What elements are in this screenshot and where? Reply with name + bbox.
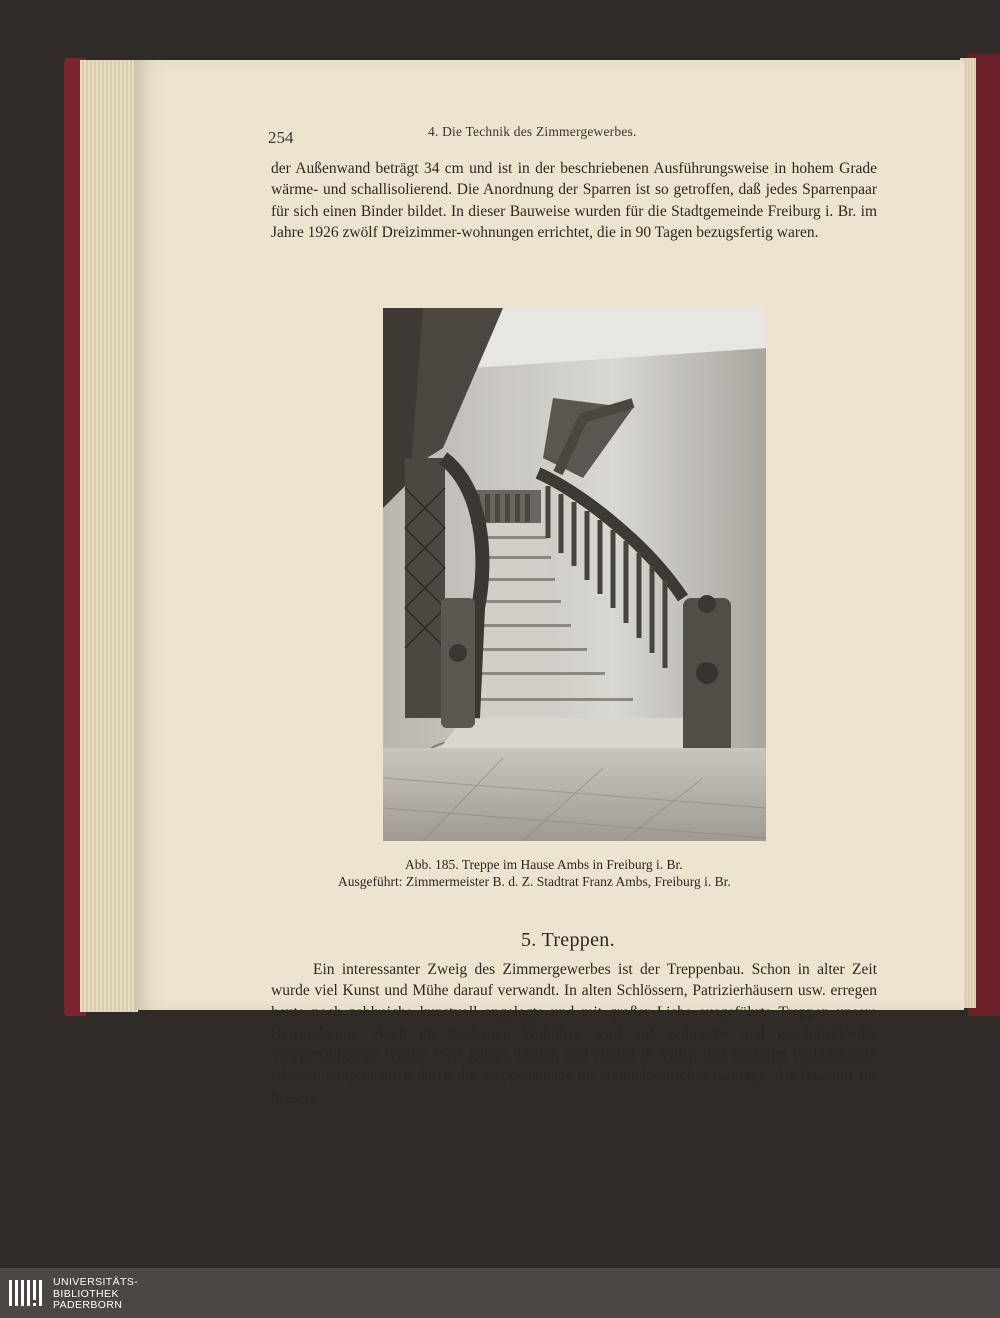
page-block-edge [80,60,138,1012]
figure-caption-title: Abb. 185. Treppe im Hause Ambs in Freiburg i. Br. [405,857,683,872]
library-name [53,1277,253,1312]
figure-caption-credit: Ausgeführt: Zimmermeister B. d. Z. Stadtrat Franz Ambs, Freiburg i. Br. [338,874,731,889]
page-number: 254 [268,128,294,147]
section-heading: 5. Treppen. [521,929,615,951]
library-footer-bar [0,1268,1000,1318]
library-name-line2: BIBLIOTHEK [53,1287,119,1300]
library-name-line1: UNIVERSITÄTS- [53,1276,139,1288]
staircase-photograph [383,308,766,841]
body-paragraph-top: der Außenwand beträgt 34 cm und ist in der beschriebenen Ausführungsweise in hohem Grade wärme- und schallisolierend. Die Anordnung der Sparren ist so getroffen, daß jedes Sparrenpaar für sich einen Binder bildet. In dieser Bauweise wurden für die Stadtgemeinde Freiburg i. Br. im Jahre 1926 zwölf Dreizimmer-wohnungen errichtet, die in 90 Tagen bezugsfertig waren. [271,160,877,241]
running-head: 4. Die Technik des Zimmergewerbes. [428,124,637,139]
library-logo-icon [8,1276,48,1310]
body-paragraph-bottom: Ein interessanter Zweig des Zimmergewerbes ist der Treppenbau. Schon in alter Zeit wurde viel Kunst und Mühe darauf verwandt. In alten Schlössern, Patrizierhäusern usw. erregen heute noch zahlreiche kunstvoll angelegte und mit großer Liebe ausgeführte Treppen unsere Bewunderung. Auch im modernen Wohnbau wird auf gediegene und geschmackvolle Treppenaufgänge wieder Wert gelegt. Dielen und Hallen in Villen und besseren Wohnhäusern erhalten hauptsächlich durch die Treppenanlage ihr architektonisches Gepräge. Als Baustoff für bessere [271,961,877,1106]
library-name-line3: PADERBORN [53,1299,123,1311]
